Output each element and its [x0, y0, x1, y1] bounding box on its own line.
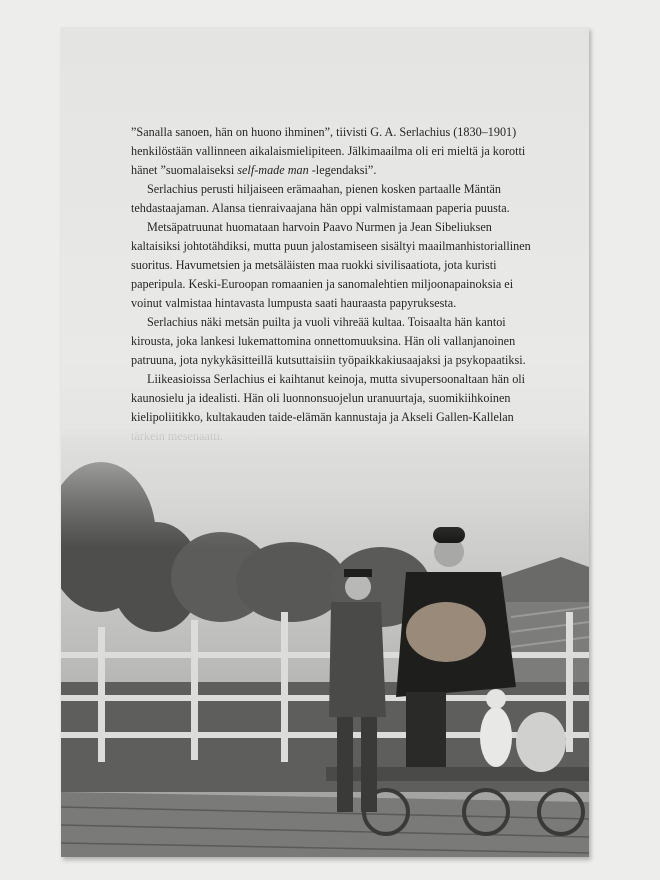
blurb-paragraph-3: Metsäpatruunat huomataan harvoin Paavo Nurmen ja Jean Sibeliuksen kaltaisiksi johtotähdiksi, mutta puun jalostamiseen sisältyi maailmanhistoriallinen suoritus. Havumetsien ja metsäläisten maa ruokki sivilisaatiota, jota kuristi paperipula. Keski-Euroopan romaanien ja sanomalehtien miljoonapainoksia ei voinut valmistaa hintavasta lumpusta saati hauraasta papyruksesta. [131, 220, 531, 310]
blurb-paragraph-1-end: -legendaksi”. [308, 163, 377, 177]
building [501, 557, 589, 687]
historical-photograph [61, 427, 589, 857]
blurb-paragraph-5: Liikeasioissa Serlachius ei kaihtanut keinoja, mutta sivupersoonaltaan hän oli kaunosielu ja idealisti. Hän oli luonnonsuojelun uranuurtaja, suomikiihkoinen kielipoliitikko, kultakauden taide-elämän kannustaja ja Akseli Gallen-Kallelan [131, 372, 526, 424]
blurb-paragraph-1 [131, 123, 531, 180]
book-back-cover [61, 27, 589, 857]
blurb-paragraph-1-text: ”Sanalla sanoen, hän on huono ihminen”, tiivisti G. A. Serlachius (1830–1901) henkilöstään vallinneen aikalaismielipiteen. Jälkimaailma oli eri mieltä ja korotti hänet ”suomalaiseksi [131, 125, 526, 177]
blurb-text [131, 123, 531, 446]
blurb-paragraph-1-italic: self-made man [237, 163, 309, 177]
blurb-paragraph-4: Serlachius näki metsän puilta ja vuoli vihreää kultaa. Toisaalta hän kantoi kiroustа, joka lankesi lukemattomina onnettomuuksina. Hän oli vallanjanoinen patruuna, jota nykykäsitteillä kutsuttaisiin työpaikkakiusaajaksi ja psykopaatiksi. [131, 315, 526, 367]
blurb-paragraph-2: Serlachius perusti hiljaiseen erämaahan, pienen kosken partaalle Mäntän tehdastaajaman. Alansa tienraivaajana hän oppi valmistamaan paperia puusta. [131, 182, 510, 215]
